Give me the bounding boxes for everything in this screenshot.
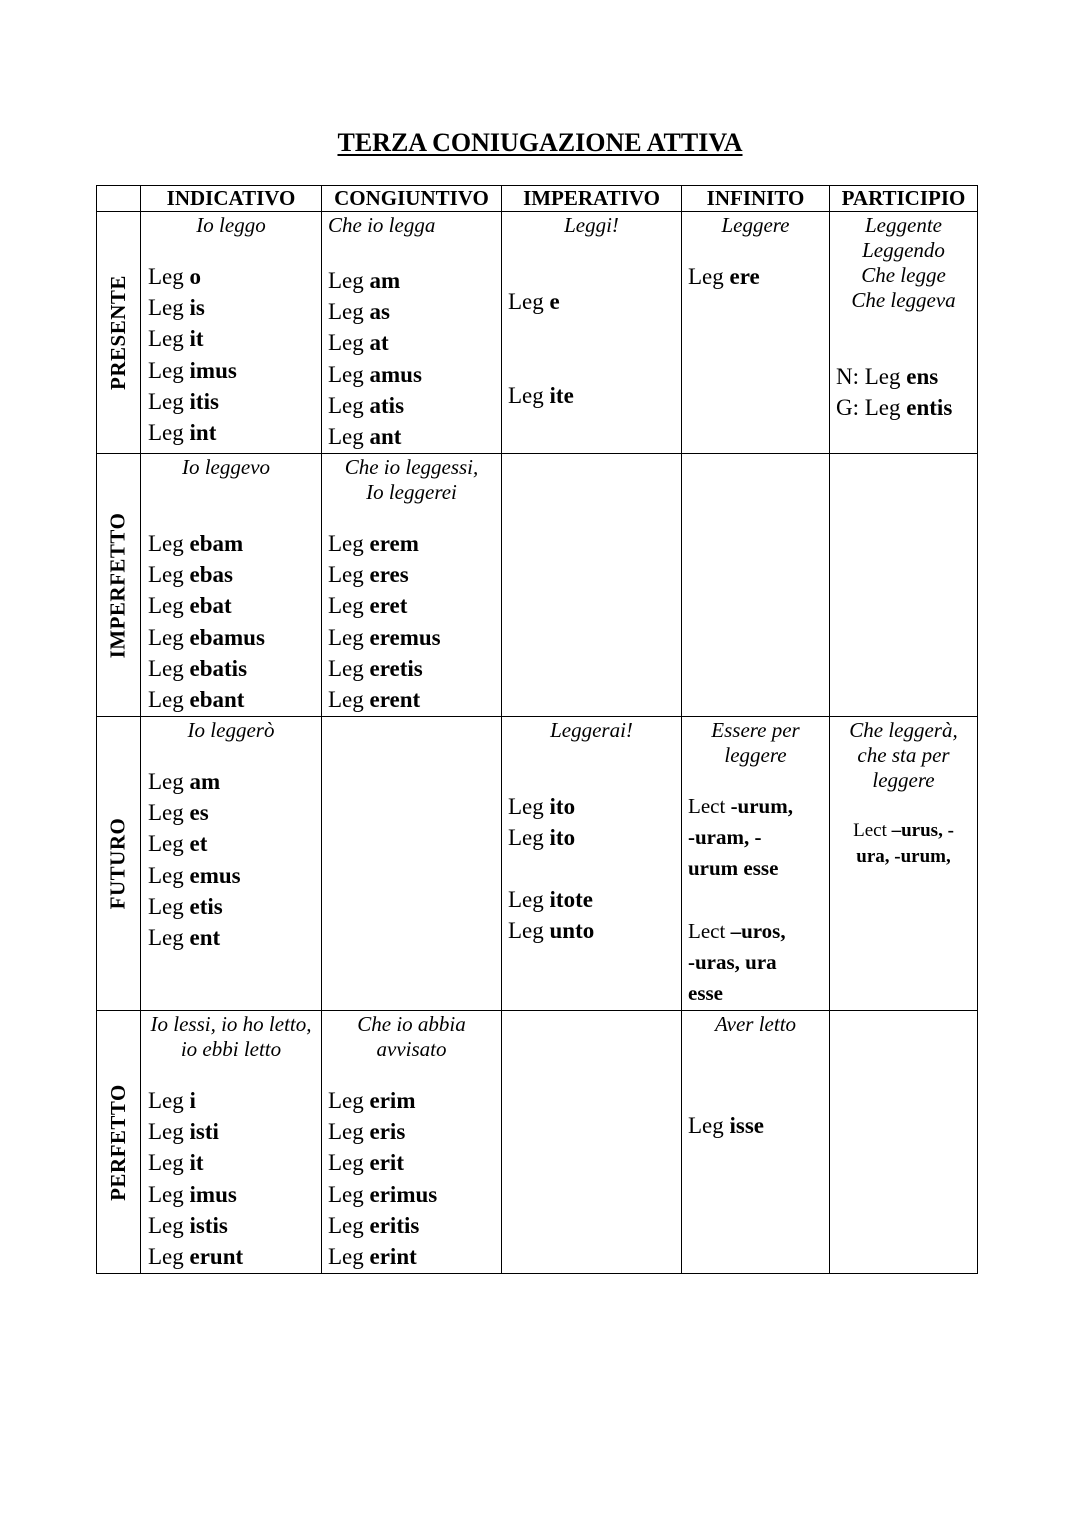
conjugation-form: Leg eris [328, 1119, 406, 1145]
conjugation-form: Leg erimus [328, 1181, 438, 1207]
conjugation-form: ura, -urum, [856, 846, 951, 867]
conjugation-form: Leg isse [688, 1113, 765, 1138]
conjugation-list [688, 791, 793, 884]
conjugation-form: Leg ebamus [148, 624, 265, 650]
conjugation-form: Leg erint [328, 1243, 417, 1269]
conjugation-form: Leg eres [328, 562, 409, 588]
row-label-imperfetto: IMPERFETTO [105, 512, 130, 658]
conjugation-form: Leg as [328, 299, 390, 325]
conjugation-form: Leg it [148, 326, 204, 352]
conjugation-form: Leg eretis [328, 655, 423, 681]
conjugation-list [508, 884, 594, 946]
translation-list [682, 718, 829, 768]
translation: io ebbi letto [180, 1037, 282, 1061]
column-header-indicativo: INDICATIVO [166, 186, 296, 210]
conjugation-form: Leg ite [508, 383, 574, 408]
translation: Aver letto [714, 1012, 797, 1036]
conjugation-form: Leg erunt [148, 1243, 244, 1269]
translation: Leggere [721, 213, 790, 237]
conjugation-form: Leg ebant [148, 686, 245, 712]
conjugation-form: Lect -urum, [688, 794, 793, 818]
translation: Leggente [865, 213, 942, 237]
translation-list [322, 1012, 501, 1062]
conjugation-form: Leg erem [328, 531, 419, 556]
translation: Io lessi, io ho letto, [150, 1012, 312, 1036]
conjugation-list [148, 528, 265, 715]
row-label-futuro: FUTURO [105, 817, 130, 910]
conjugation-form: Leg itis [148, 388, 219, 414]
conjugation-form: Leg et [148, 831, 208, 857]
translation: Che io abbia [357, 1012, 466, 1036]
conjugation-form: -uram, - [688, 825, 762, 849]
conjugation-form: N: Leg ens [836, 364, 939, 389]
conjugation-form: Leg ebat [148, 593, 232, 619]
translation: Io leggerei [366, 480, 457, 504]
conjugation-form: Leg ebatis [148, 655, 248, 681]
conjugation-form: Lect –uros, [688, 919, 786, 943]
conjugation-form: Leg itote [508, 887, 593, 912]
row-label-perfetto: PERFETTO [105, 1083, 130, 1201]
conjugation-form: G: Leg entis [836, 395, 953, 421]
conjugation-form: Lect –urus, - [853, 820, 954, 841]
translation: Io leggo [196, 213, 266, 237]
translation: Che io legga [328, 213, 436, 237]
translation-list [830, 718, 977, 793]
translation: Che leggeva [851, 288, 956, 312]
conjugation-form: Leg imus [148, 1181, 237, 1207]
translation: leggere [872, 768, 935, 792]
conjugation-form: Leg erent [328, 686, 421, 712]
conjugation-list [830, 818, 977, 870]
translation: leggere [724, 743, 787, 767]
conjugation-form: Leg am [148, 769, 221, 794]
conjugation-form: Leg it [148, 1150, 204, 1176]
conjugation-list [508, 791, 575, 853]
conjugation-form: Leg imus [148, 357, 237, 383]
conjugation-form: Leg es [148, 800, 209, 826]
column-header-congiuntivo: CONGIUNTIVO [334, 186, 489, 210]
page-title: TERZA CONIUGAZIONE ATTIVA [337, 128, 743, 157]
conjugation-form: Leg emus [148, 862, 241, 888]
conjugation-list [328, 528, 441, 715]
translation: Che legge [861, 263, 946, 287]
conjugation-form: Leg etis [148, 893, 223, 919]
conjugation-form: Leg ant [328, 423, 402, 449]
translation: avvisato [376, 1037, 447, 1061]
conjugation-form: Leg ere [688, 264, 760, 289]
conjugation-form: Leg istis [148, 1212, 228, 1238]
conjugation-form: Leg eret [328, 593, 408, 619]
conjugation-form: Leg ito [508, 794, 576, 819]
conjugation-form: esse [688, 981, 723, 1005]
conjugation-list [148, 766, 241, 953]
conjugation-form: Leg is [148, 295, 205, 321]
conjugation-form: Leg ent [148, 924, 221, 950]
conjugation-form: urum esse [688, 856, 779, 880]
translation: che sta per [857, 743, 950, 767]
row-label-presente: PRESENTE [105, 275, 130, 390]
conjugation-form: Leg eritis [328, 1212, 420, 1238]
conjugation-form: Leg isti [148, 1119, 219, 1145]
conjugation-form: Leg am [328, 268, 401, 293]
conjugation-form: Leg ebam [148, 531, 244, 556]
translation: Io leggerò [187, 718, 275, 742]
conjugation-form: Leg amus [328, 361, 422, 387]
conjugation-form: -uras, ura [688, 950, 777, 974]
conjugation-form: Leg ebas [148, 562, 233, 588]
column-header-infinito: INFINITO [706, 186, 805, 210]
conjugation-form: Leg at [328, 330, 389, 356]
conjugation-list [328, 265, 422, 452]
translation: Io leggevo [181, 455, 271, 479]
conjugation-list [148, 1085, 243, 1272]
conjugation-form: Leg atis [328, 392, 405, 418]
conjugation-form: Leg int [148, 419, 217, 445]
conjugation-list [328, 1085, 437, 1272]
conjugation-list [688, 916, 786, 1009]
translation-list [322, 455, 501, 505]
conjugation-form: Leg erim [328, 1088, 416, 1113]
conjugation-form: Leg o [148, 264, 202, 289]
conjugation-form: Leg ito [508, 825, 576, 851]
translation: Che io leggessi, [344, 455, 479, 479]
column-header-imperativo: IMPERATIVO [523, 186, 660, 210]
conjugation-form: Leg unto [508, 918, 595, 944]
conjugation-form: Leg eremus [328, 624, 441, 650]
conjugation-list [836, 361, 952, 423]
translation: Leggerai! [550, 718, 633, 742]
conjugation-form: Leg e [508, 289, 560, 314]
translation: Essere per [711, 718, 800, 742]
translation: Leggendo [862, 238, 945, 262]
conjugation-list [148, 261, 237, 448]
translation: Leggi! [564, 213, 619, 237]
translation-list [141, 1012, 321, 1062]
conjugation-form: Leg i [148, 1088, 196, 1113]
column-header-participio: PARTICIPIO [841, 186, 966, 210]
translation-list [830, 213, 977, 313]
conjugation-form: Leg erit [328, 1150, 404, 1176]
translation: Che leggerà, [849, 718, 958, 742]
